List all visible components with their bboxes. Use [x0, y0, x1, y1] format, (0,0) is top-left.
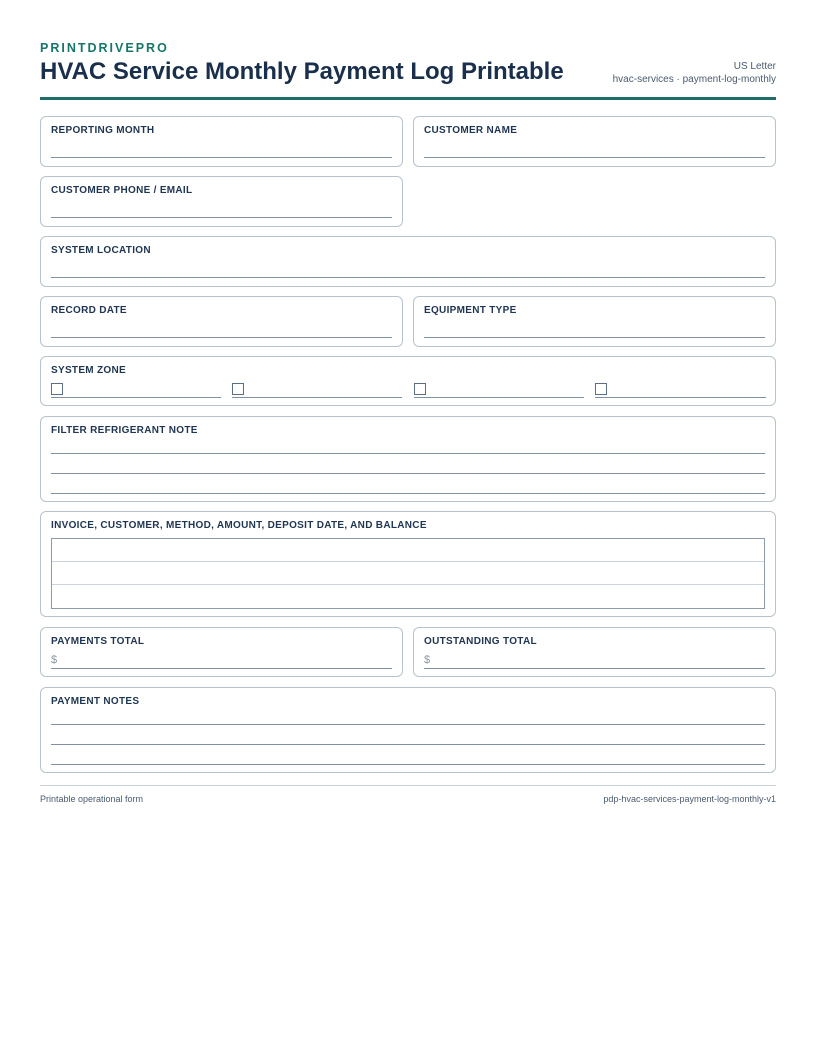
footer-right: pdp-hvac-services-payment-log-monthly-v1	[603, 794, 776, 804]
footer-left: Printable operational form	[40, 794, 144, 804]
payment-notes-line-1[interactable]	[51, 724, 765, 725]
customer-name-label: CUSTOMER NAME	[424, 125, 518, 136]
system-location-field[interactable]	[40, 236, 776, 287]
payment-notes-field[interactable]	[40, 687, 776, 773]
payment-notes-line-2[interactable]	[51, 744, 765, 745]
equipment-type-label: EQUIPMENT TYPE	[424, 305, 517, 316]
zone-line-4[interactable]	[595, 397, 766, 398]
payments-total-line[interactable]	[51, 668, 392, 669]
outstanding-total-line[interactable]	[424, 668, 765, 669]
outstanding-total-field[interactable]	[413, 627, 776, 677]
invoice-table-section	[40, 511, 776, 617]
filter-note-line-1[interactable]	[51, 453, 765, 454]
system-zone-field	[40, 356, 776, 406]
payment-notes-line-3[interactable]	[51, 764, 765, 765]
zone-checkbox-1[interactable]	[51, 383, 63, 395]
invoice-table-label: INVOICE, CUSTOMER, METHOD, AMOUNT, DEPOSIT DATE, AND BALANCE	[51, 520, 427, 531]
footer-rule	[40, 785, 776, 786]
filter-note-field[interactable]	[40, 416, 776, 502]
zone-line-3[interactable]	[414, 397, 584, 398]
reporting-month-line[interactable]	[51, 157, 392, 158]
system-location-label: SYSTEM LOCATION	[51, 245, 151, 256]
reporting-month-field[interactable]	[40, 116, 403, 167]
payments-total-label: PAYMENTS TOTAL	[51, 636, 145, 647]
customer-contact-label: CUSTOMER PHONE / EMAIL	[51, 185, 193, 196]
payment-notes-label: PAYMENT NOTES	[51, 696, 140, 707]
zone-line-2[interactable]	[232, 397, 402, 398]
customer-contact-field[interactable]	[40, 176, 403, 227]
brand-name: PRINTDRIVEPRO	[40, 41, 169, 55]
record-date-label: RECORD DATE	[51, 305, 127, 316]
equipment-type-line[interactable]	[424, 337, 765, 338]
header-rule	[40, 97, 776, 100]
payments-total-field[interactable]	[40, 627, 403, 677]
page-title: HVAC Service Monthly Payment Log Printable	[40, 58, 564, 85]
customer-name-field[interactable]	[413, 116, 776, 167]
zone-checkbox-2[interactable]	[232, 383, 244, 395]
filter-note-line-2[interactable]	[51, 473, 765, 474]
system-location-line[interactable]	[51, 277, 765, 278]
zone-checkbox-4[interactable]	[595, 383, 607, 395]
invoice-table	[51, 538, 765, 609]
equipment-type-field[interactable]	[413, 296, 776, 347]
zone-checkbox-3[interactable]	[414, 383, 426, 395]
system-zone-label: SYSTEM ZONE	[51, 365, 126, 376]
payments-total-currency: $	[51, 654, 58, 666]
record-date-line[interactable]	[51, 337, 392, 338]
outstanding-total-label: OUTSTANDING TOTAL	[424, 636, 537, 647]
zone-line-1[interactable]	[51, 397, 221, 398]
table-row[interactable]	[52, 539, 764, 562]
table-row[interactable]	[52, 562, 764, 585]
customer-name-line[interactable]	[424, 157, 765, 158]
page-meta	[613, 60, 776, 86]
paper-size: US Letter	[733, 61, 776, 72]
form-slug: hvac-services · payment-log-monthly	[612, 74, 776, 85]
customer-contact-line[interactable]	[51, 217, 392, 218]
filter-note-line-3[interactable]	[51, 493, 765, 494]
table-row[interactable]	[52, 585, 764, 608]
record-date-field[interactable]	[40, 296, 403, 347]
outstanding-total-currency: $	[424, 654, 431, 666]
reporting-month-label: REPORTING MONTH	[51, 125, 155, 136]
filter-note-label: FILTER REFRIGERANT NOTE	[51, 425, 198, 436]
